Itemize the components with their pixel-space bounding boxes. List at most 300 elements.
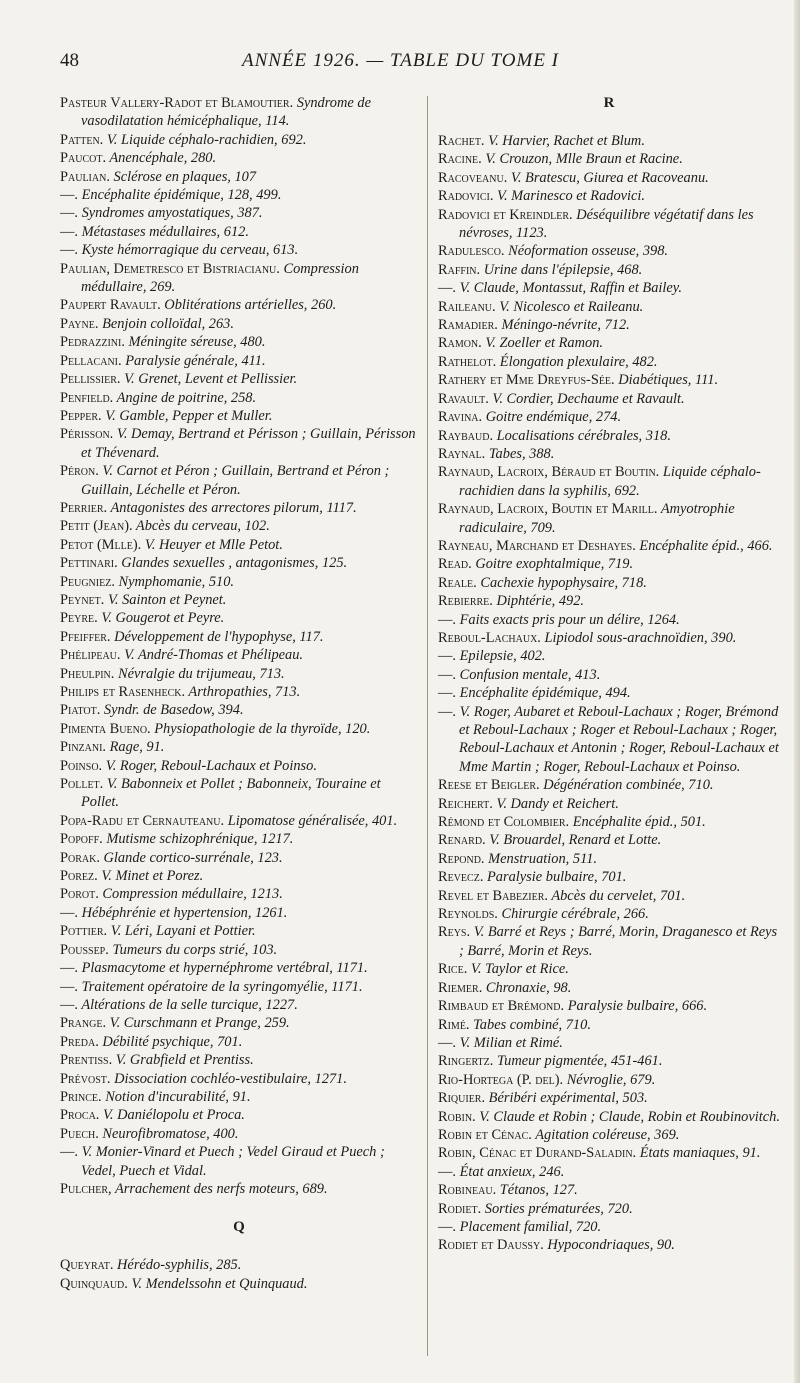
entry-author: Popoff. [60, 831, 103, 848]
entry-reference: Oblitérations artérielles, 260. [160, 297, 337, 314]
index-entry [60, 260, 418, 297]
entry-author: Radovici et Kreindler. [438, 206, 573, 223]
index-entry [60, 554, 418, 572]
entry-reference: Névralgie du trijumeau, 713. [114, 665, 285, 682]
entry-author: Pfeiffer. [60, 628, 111, 645]
entry-reference: Arthropathies, 713. [185, 684, 301, 700]
entry-reference: Localisations cérébrales, 318. [493, 427, 671, 444]
entry-author: Philips et Rasenheck. [60, 684, 186, 700]
entry-reference: Tabes, 388. [485, 445, 555, 462]
index-entry [438, 666, 780, 684]
entry-reference: Epilepsie, 402. [456, 648, 546, 665]
index-entry [438, 1089, 780, 1107]
entry-author: Peynet. [60, 591, 105, 608]
index-entry [438, 463, 780, 500]
entry-reference: Compression médullaire, 1213. [98, 886, 283, 903]
entry-reference: V. Zoeller et Ramon. [481, 335, 604, 352]
entry-reference: Hébéphrénie et hypertension, 1261. [78, 904, 288, 921]
index-entry [60, 517, 418, 535]
index-entry [60, 1125, 418, 1143]
entry-reference: Abcès du cerveau, 102. [132, 518, 270, 535]
index-entry [60, 1033, 418, 1051]
entry-reference: Chronaxie, 98. [482, 979, 572, 996]
entry-reference: Paralysie bulbaire, 666. [564, 998, 708, 1015]
index-entry [60, 701, 418, 719]
index-entry [438, 555, 780, 573]
entry-author: Paulian, Demetresco et Bistriacianu. [60, 260, 280, 277]
entry-reference: V. Harvier, Rachet et Blum. [484, 133, 645, 149]
entry-author: Perrier. [60, 499, 108, 516]
entry-author: Queyrat. [60, 1257, 114, 1274]
index-entry [60, 628, 418, 646]
entry-reference: Urine dans l'épilepsie, 468. [480, 261, 643, 278]
entry-reference: Goitre exophtalmique, 719. [471, 556, 634, 573]
index-entry [60, 812, 418, 830]
entry-author: Phélipeau. [60, 647, 121, 664]
entry-author: Puech. [60, 1125, 99, 1142]
index-entry [60, 867, 418, 885]
entry-author: Reboul-Lachaux. [438, 629, 541, 646]
entry-author: Paucot. [60, 150, 107, 167]
index-entry [60, 1275, 418, 1293]
entry-reference: Névroglie, 679. [563, 1071, 656, 1088]
entry-author: —. [60, 1144, 78, 1161]
index-entry [438, 242, 780, 260]
index-entry [438, 997, 780, 1015]
entry-author: Rimé. [438, 1016, 470, 1033]
entry-reference: Nymphomanie, 510. [114, 573, 235, 590]
index-entry [438, 574, 780, 592]
entry-author: Penfield. [60, 389, 114, 406]
entry-reference: Encéphalite épid., 501. [569, 814, 706, 831]
index-entry [438, 684, 780, 702]
entry-author: Paulian. [60, 168, 110, 185]
entry-author: Raynal. [438, 445, 486, 462]
entry-author: Pinzani. [60, 739, 107, 756]
right-index-list [438, 132, 780, 1255]
index-entry [60, 241, 418, 259]
entry-author: Porak. [60, 849, 100, 866]
index-entry [60, 1106, 418, 1124]
index-entry [438, 1181, 780, 1199]
entry-author: —. [438, 685, 456, 702]
entry-reference: Compression médullaire, 269. [81, 260, 359, 296]
entry-author: Prentiss. [60, 1052, 113, 1069]
entry-reference: V. Crouzon, Mlle Braun et Racine. [481, 151, 683, 168]
q-index-list [60, 1256, 418, 1293]
index-entry [60, 204, 418, 222]
index-entry [438, 795, 780, 813]
index-entry [60, 1014, 418, 1032]
entry-author: —. [438, 1034, 456, 1051]
entry-author: Peyre. [60, 610, 98, 627]
entry-author: Paupert Ravault. [60, 297, 161, 314]
running-title: ANNÉE 1926. — TABLE DU TOME I [242, 50, 559, 71]
entry-reference: V. Claude et Robin ; Claude, Robin et Roubinovitch. [475, 1108, 780, 1125]
entry-author: Rachet. [438, 133, 485, 149]
index-entry [438, 868, 780, 886]
entry-reference: Confusion mentale, 413. [456, 666, 601, 683]
entry-reference: V. Mendelssohn et Quinquaud. [127, 1275, 308, 1292]
index-entry [60, 186, 418, 204]
entry-author: Robin, Cénac et Durand-Saladin. [438, 1145, 637, 1162]
entry-reference: Glande cortico-surrénale, 123. [99, 849, 283, 866]
entry-author: Rathery et Mme Dreyfus-Sée. [438, 372, 615, 389]
entry-reference: Sclérose en plaques, 107 [109, 168, 257, 185]
entry-author: Peugniez. [60, 573, 115, 590]
entry-reference: V. Gougerot et Peyre. [97, 610, 225, 627]
entry-reference: V. Grabfield et Prentiss. [112, 1052, 254, 1069]
index-entry [438, 1016, 780, 1034]
entry-author: Pasteur Vallery-Radot et Blamoutier. [60, 95, 294, 111]
entry-reference: V. Minet et Porez. [97, 868, 204, 885]
entry-author: Péron. [60, 463, 99, 480]
index-entry [60, 922, 418, 940]
index-entry [438, 850, 780, 868]
entry-reference: V. Demay, Bertrand et Périsson ; Guillain, Périsson et Thévenard. [81, 426, 416, 461]
entry-reference: V. Dandy et Reichert. [492, 795, 619, 812]
entry-reference: Déséquilibre végétatif dans les névroses, 1123. [459, 206, 754, 242]
index-entry [438, 647, 780, 665]
entry-reference: V. Liquide céphalo-rachidien, 692. [103, 131, 307, 148]
index-entry [438, 960, 780, 978]
entry-author: Riemer. [438, 979, 483, 996]
index-entry [60, 149, 418, 167]
entry-reference: Arrachement des nerfs moteurs, 689. [111, 1180, 328, 1197]
entry-reference: Menstruation, 511. [484, 850, 597, 867]
index-entry [438, 298, 780, 316]
entry-author: Patten. [60, 131, 104, 148]
entry-reference: Angine de poitrine, 258. [113, 389, 257, 406]
entry-reference: Amyotrophie radiculaire, 709. [459, 501, 735, 536]
entry-reference: V. Milian et Rimé. [456, 1034, 563, 1051]
entry-reference: V. Claude, Montassut, Raffin et Bailey. [456, 280, 682, 297]
entry-author: Rodiet et Daussy. [438, 1237, 544, 1254]
entry-reference: Tabes combiné, 710. [469, 1016, 591, 1033]
entry-reference: V. Heuyer et Mlle Petot. [141, 536, 283, 553]
index-entry [438, 371, 780, 389]
entry-author: —. [60, 978, 78, 995]
entry-reference: Antagonistes des arrectores pilorum, 1117. [107, 499, 357, 516]
index-entry [438, 1108, 780, 1126]
entry-reference: V. Sainton et Peynet. [104, 591, 227, 608]
entry-reference: Tétanos, 127. [496, 1182, 578, 1199]
entry-reference: Glandes sexuelles , antagonismes, 125. [117, 555, 348, 572]
column-divider [427, 96, 428, 1356]
index-entry [438, 1052, 780, 1070]
entry-author: —. [438, 1163, 456, 1180]
entry-reference: V. Taylor et Rice. [467, 961, 569, 978]
index-entry [60, 775, 418, 812]
entry-author: Raynaud, Lacroix, Boutin et Marill. [438, 501, 658, 518]
entry-author: Rimbaud et Brémond. [438, 998, 565, 1015]
entry-author: Pulcher, [60, 1180, 112, 1197]
left-column [60, 94, 418, 1293]
page-edge [794, 0, 800, 1383]
entry-reference: Plasmacytome et hypernéphrome vertébral, 1171. [78, 960, 368, 977]
entry-author: Preda. [60, 1033, 99, 1050]
entry-author: Quinquaud. [60, 1275, 128, 1292]
entry-reference: Liquide céphalo-rachidien dans la syphilis, 692. [459, 464, 761, 499]
entry-reference: État anxieux, 246. [456, 1163, 565, 1180]
index-entry [438, 279, 780, 297]
entry-reference: États maniaques, 91. [636, 1145, 761, 1162]
entry-reference: Neurofibromatose, 400. [98, 1125, 239, 1142]
entry-reference: Paralysie générale, 411. [121, 352, 266, 369]
entry-author: Robineau. [438, 1182, 497, 1199]
entry-reference: Goitre endémique, 274. [482, 409, 622, 426]
entry-reference: Dégénération combinée, 710. [539, 777, 714, 794]
index-entry [438, 169, 780, 187]
entry-author: Petit (Jean). [60, 518, 133, 535]
entry-reference: Méningo-névrite, 712. [497, 317, 630, 334]
entry-reference: Faits exacts pris pour un délire, 1264. [456, 611, 680, 628]
entry-author: Raynaud, Lacroix, Béraud et Boutin. [438, 464, 660, 481]
entry-reference: Agitation coléreuse, 369. [531, 1126, 680, 1143]
index-entry [60, 830, 418, 848]
entry-reference: V. Nicolesco et Raileanu. [495, 298, 644, 315]
section-letter-r: R [603, 95, 615, 111]
entry-author: Reale. [438, 574, 477, 591]
index-entry [438, 1200, 780, 1218]
entry-author: Ringertz. [438, 1053, 494, 1070]
entry-reference: Débilité psychique, 701. [98, 1033, 243, 1050]
index-entry [438, 629, 780, 647]
entry-reference: Chirurgie cérébrale, 266. [497, 906, 649, 923]
index-entry [60, 904, 418, 922]
entry-reference: Métastases médullaires, 612. [78, 223, 249, 240]
entry-reference: Physiopathologie de la thyroïde, 120. [150, 720, 371, 737]
entry-author: Payne. [60, 315, 99, 332]
entry-author: Raffin. [438, 261, 481, 278]
entry-reference: Kyste hémorragique du cerveau, 613. [78, 242, 299, 259]
entry-author: Ramon. [438, 335, 482, 352]
index-entry [60, 978, 418, 996]
entry-reference: Encéphalite épid., 466. [635, 537, 773, 554]
entry-reference: V. Roger, Reboul-Lachaux et Poinso. [102, 757, 317, 774]
entry-author: Pettinari. [60, 555, 118, 572]
entry-author: Riquier. [438, 1090, 486, 1107]
entry-reference: Rage, 91. [106, 739, 165, 756]
entry-author: Pellacani. [60, 352, 122, 369]
entry-author: Popa-Radu et Cernauteanu. [60, 812, 225, 829]
entry-reference: V. Curschmann et Prange, 259. [106, 1015, 290, 1032]
entry-author: Prange. [60, 1015, 107, 1032]
entry-author: Porez. [60, 868, 98, 885]
entry-author: Porot. [60, 886, 99, 903]
index-entry [60, 1070, 418, 1088]
entry-reference: Notion d'incurabilité, 91. [101, 1088, 251, 1105]
entry-author: Rodiet. [438, 1200, 482, 1217]
index-entry [60, 609, 418, 627]
entry-reference: V. Gamble, Pepper et Muller. [101, 407, 273, 424]
index-entry [60, 1180, 418, 1198]
entry-reference: Développement de l'hypophyse, 117. [110, 628, 324, 645]
entry-author: Prévost. [60, 1070, 111, 1087]
index-entry [60, 757, 418, 775]
entry-author: Prince. [60, 1088, 102, 1105]
entry-author: Revel et Babezier. [438, 887, 548, 904]
entry-author: Robin. [438, 1108, 476, 1125]
entry-reference: Syndr. de Basedow, 394. [100, 702, 244, 719]
section-letter-q: Q [233, 1219, 245, 1236]
entry-author: —. [60, 904, 78, 921]
entry-author: Radulesco. [438, 243, 505, 260]
index-entry [60, 885, 418, 903]
entry-author: Ravault. [438, 390, 489, 407]
index-entry [438, 1034, 780, 1052]
entry-reference: Encéphalite épidémique, 128, 499. [78, 187, 282, 204]
index-entry [60, 462, 418, 499]
index-entry [438, 353, 780, 371]
entry-reference: V. Bratescu, Giurea et Racoveanu. [507, 169, 709, 186]
entry-reference: V. Carnot et Péron ; Guillain, Bertrand et Péron ; Guillain, Léchelle et Péron. [81, 463, 390, 498]
index-entry [438, 187, 780, 205]
entry-reference: Hérédo-syphilis, 285. [113, 1257, 242, 1274]
entry-author: Proca. [60, 1107, 100, 1124]
entry-author: Read. [438, 556, 472, 573]
entry-reference: Anencéphale, 280. [106, 150, 217, 167]
entry-reference: Sorties prématurées, 720. [481, 1200, 633, 1217]
entry-author: Pellissier. [60, 371, 121, 388]
index-entry [438, 813, 780, 831]
index-entry [438, 1163, 780, 1181]
entry-reference: V. Cordier, Dechaume et Ravault. [488, 390, 685, 407]
entry-author: Revecz. [438, 869, 484, 886]
index-entry [438, 132, 780, 150]
index-entry [60, 94, 418, 131]
entry-author: Rémond et Colombier. [438, 814, 570, 831]
entry-author: Pedrazzini. [60, 334, 125, 351]
index-entry [438, 776, 780, 794]
entry-reference: Diphtérie, 492. [492, 593, 585, 610]
entry-author: Rice. [438, 961, 468, 978]
index-entry [60, 1143, 418, 1180]
entry-reference: Paralysie bulbaire, 701. [483, 869, 627, 886]
entry-author: —. [438, 1218, 456, 1235]
entry-author: Reynolds. [438, 906, 498, 923]
entry-author: Raileanu. [438, 298, 496, 315]
index-entry [438, 979, 780, 997]
index-entry [60, 499, 418, 517]
entry-author: Renard. [438, 832, 486, 849]
index-entry [60, 1256, 418, 1274]
entry-reference: Placement familial, 720. [456, 1218, 602, 1235]
index-entry [438, 206, 780, 243]
entry-reference: V. Brouardel, Renard et Lotte. [485, 832, 662, 849]
entry-reference: Altérations de la selle turcique, 1227. [78, 996, 298, 1013]
entry-author: Reichert. [438, 795, 493, 812]
index-entry [438, 334, 780, 352]
index-entry [438, 703, 780, 777]
index-entry [60, 131, 418, 149]
index-entry [438, 408, 780, 426]
index-entry [438, 923, 780, 960]
index-entry [438, 611, 780, 629]
entry-author: —. [60, 960, 78, 977]
page-number: 48 [60, 50, 79, 71]
index-entry [60, 646, 418, 664]
entry-author: Ravina. [438, 409, 483, 426]
index-entry [438, 592, 780, 610]
entry-reference: Tumeur pigmentée, 451-461. [493, 1053, 663, 1070]
index-entry [438, 831, 780, 849]
entry-reference: Tumeurs du corps strié, 103. [108, 941, 278, 958]
index-entry [60, 573, 418, 591]
entry-author: —. [60, 187, 78, 204]
index-entry [60, 333, 418, 351]
entry-author: Rio-Hortega (P. del). [438, 1071, 564, 1088]
entry-reference: Benjoin colloïdal, 263. [98, 315, 234, 332]
index-entry [60, 389, 418, 407]
index-entry [60, 665, 418, 683]
entry-reference: Lipomatose généralisée, 401. [224, 812, 398, 829]
entry-author: Racoveanu. [438, 169, 508, 186]
entry-author: Piatot. [60, 702, 101, 719]
entry-author: —. [60, 242, 78, 259]
entry-reference: V. André-Thomas et Phélipeau. [120, 647, 304, 664]
entry-author: Poussep. [60, 941, 109, 958]
entry-author: Rayneau, Marchand et Deshayes. [438, 537, 636, 554]
entry-author: Périsson. [60, 426, 114, 443]
entry-author: Pheulpin. [60, 665, 115, 682]
index-entry [60, 959, 418, 977]
index-entry [438, 1144, 780, 1162]
entry-author: Robin et Cénac. [438, 1126, 532, 1143]
index-entry [60, 591, 418, 609]
entry-reference: Encéphalite épidémique, 494. [456, 685, 631, 702]
entry-author: —. [438, 611, 456, 628]
index-entry [60, 1051, 418, 1069]
entry-author: Pollet. [60, 776, 104, 793]
index-entry [438, 427, 780, 445]
entry-author: Pimenta Bueno. [60, 720, 151, 737]
entry-reference: V. Monier-Vinard et Puech ; Vedel Giraud et Puech ; Vedel, Puech et Vidal. [78, 1144, 385, 1179]
right-column [438, 94, 780, 1255]
entry-author: Pottier. [60, 923, 108, 940]
index-entry [438, 445, 780, 463]
entry-author: —. [438, 648, 456, 665]
index-entry [438, 390, 780, 408]
index-entry [60, 941, 418, 959]
index-entry [60, 168, 418, 186]
entry-author: Poinso. [60, 757, 103, 774]
entry-author: —. [60, 205, 78, 222]
entry-reference: Diabétiques, 111. [614, 372, 719, 389]
index-entry [438, 1236, 780, 1254]
entry-author: —. [60, 223, 78, 240]
entry-reference: Méningite séreuse, 480. [124, 334, 266, 351]
entry-reference: Élongation plexulaire, 482. [496, 353, 658, 370]
index-entry [60, 996, 418, 1014]
entry-author: Pepper. [60, 407, 102, 424]
entry-reference: V. Babonneix et Pollet ; Babonneix, Touraine et Pollet. [81, 776, 381, 811]
entry-author: Petot (Mlle). [60, 536, 142, 553]
index-entry [438, 1071, 780, 1089]
index-entry [438, 1126, 780, 1144]
entry-author: Radovici. [438, 188, 494, 205]
index-entry [438, 261, 780, 279]
index-entry [438, 905, 780, 923]
entry-reference: Syndromes amyostatiques, 387. [78, 205, 263, 222]
index-entry [438, 150, 780, 168]
entry-reference: Syndrome de vasodilatation hémicéphalique, 114. [81, 95, 371, 130]
entry-reference: V. Léri, Layani et Pottier. [107, 923, 256, 940]
entry-reference: Cachexie hypophysaire, 718. [476, 574, 647, 591]
index-entry [60, 352, 418, 370]
index-entry [438, 1218, 780, 1236]
index-entry [60, 223, 418, 241]
